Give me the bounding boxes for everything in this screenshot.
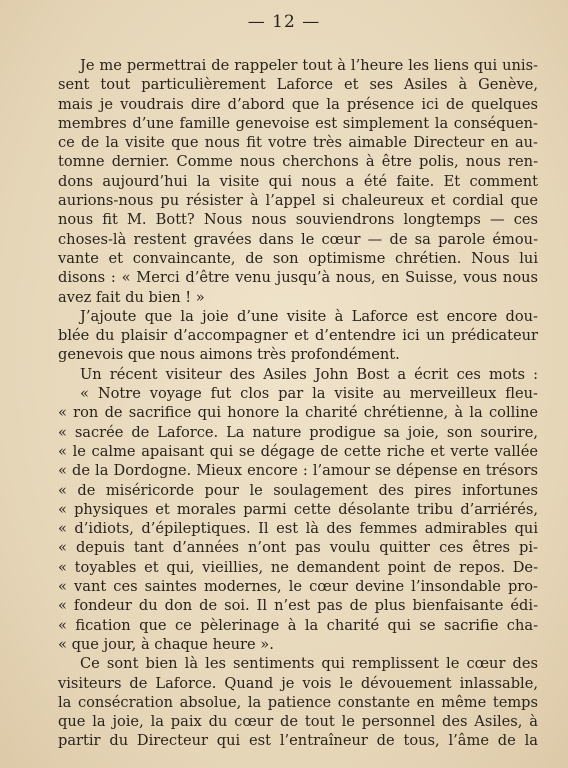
text-line: membres d’une famille genevoise est simplement la conséquen- xyxy=(58,114,538,132)
text-line: partir du Directeur qui est l’entraîneur de tous, l’âme de la xyxy=(58,732,538,750)
text-line: « de la Dordogne. Mieux encore : l’amour se dépense en trésors xyxy=(58,462,538,480)
text-line: vante et convaincante, de son optimisme chrétien. Nous lui xyxy=(58,249,538,267)
text-line: dons aujourd’hui la visite qui nous a été faite. Et comment xyxy=(58,172,538,190)
page-number: — 12 — xyxy=(247,12,321,32)
text-line: aurions-nous pu résister à l’appel si chaleureux et cordial que xyxy=(58,192,538,210)
text-line: « d’idiots, d’épileptiques. Il est là des femmes admirables qui xyxy=(58,520,538,538)
text-line: « fication que ce pèlerinage à la charité qui se sacrifie cha- xyxy=(58,616,538,634)
text-line: disons : « Merci d’être venu jusqu’à nous, en Suisse, vous nous xyxy=(58,269,538,287)
body-text xyxy=(58,56,538,751)
text-line: Un récent visiteur des Asiles John Bost a écrit ces mots : xyxy=(80,365,538,383)
text-line: choses-là restent gravées dans le cœur — de sa parole émou- xyxy=(58,230,538,248)
text-line: ce de la visite que nous fit votre très aimable Directeur en au- xyxy=(58,134,538,152)
text-line: « physiques et morales parmi cette désolante tribu d’arriérés, xyxy=(58,500,538,518)
text-line: « depuis tant d’années n’ont pas voulu quitter ces êtres pi- xyxy=(58,539,538,557)
text-line: « le calme apaisant qui se dégage de cette riche et verte vallée xyxy=(58,442,538,460)
text-line: Je me permettrai de rappeler tout à l’heure les liens qui unis- xyxy=(80,57,538,74)
text-line: « ron de sacrifice qui honore la charité chrétienne, à la colline xyxy=(58,404,538,422)
text-line: J’ajoute que la joie d’une visite à Laforce est encore dou- xyxy=(80,307,538,325)
text-line: visiteurs de Laforce. Quand je vois le dévouement inlassable, xyxy=(58,674,538,692)
text-line: « vant ces saintes modernes, le cœur devine l’insondable pro- xyxy=(58,578,538,596)
text-line: avez fait du bien ! » xyxy=(58,288,205,306)
text-line: « que jour, à chaque heure ». xyxy=(58,635,274,653)
text-line: « fondeur du don de soi. Il n’est pas de plus bienfaisante édi- xyxy=(58,597,538,615)
text-line: « toyables et qui, vieillies, ne demandent point de repos. De- xyxy=(58,558,538,576)
text-line: que la joie, la paix du cœur de tout le personnel des Asiles, à xyxy=(58,713,538,731)
text-line: « de miséricorde pour le soulagement des pires infortunes xyxy=(58,481,538,499)
text-line: « Notre voyage fut clos par la visite au merveilleux fleu- xyxy=(80,385,538,403)
text-line: sent tout particulièrement Laforce et ses Asiles à Genève, xyxy=(58,76,538,94)
text-line: « sacrée de Laforce. La nature prodigue sa joie, son sourire, xyxy=(58,423,538,441)
text-line: genevois que nous aimons très profondément. xyxy=(58,346,400,364)
text-line: Ce sont bien là les sentiments qui remplissent le cœur des xyxy=(80,655,538,673)
text-line: blée du plaisir d’accompagner et d’entendre ici un prédicateur xyxy=(58,327,538,345)
text-line: mais je voudrais dire d’abord que la présence ici de quelques xyxy=(58,95,538,113)
text-line: tomne dernier. Comme nous cherchons à être polis, nous ren- xyxy=(58,153,538,171)
text-line: nous fit M. Bott? Nous nous souviendrons longtemps — ces xyxy=(58,211,538,229)
text-line: la consécration absolue, la patience constante en même temps xyxy=(58,693,538,711)
